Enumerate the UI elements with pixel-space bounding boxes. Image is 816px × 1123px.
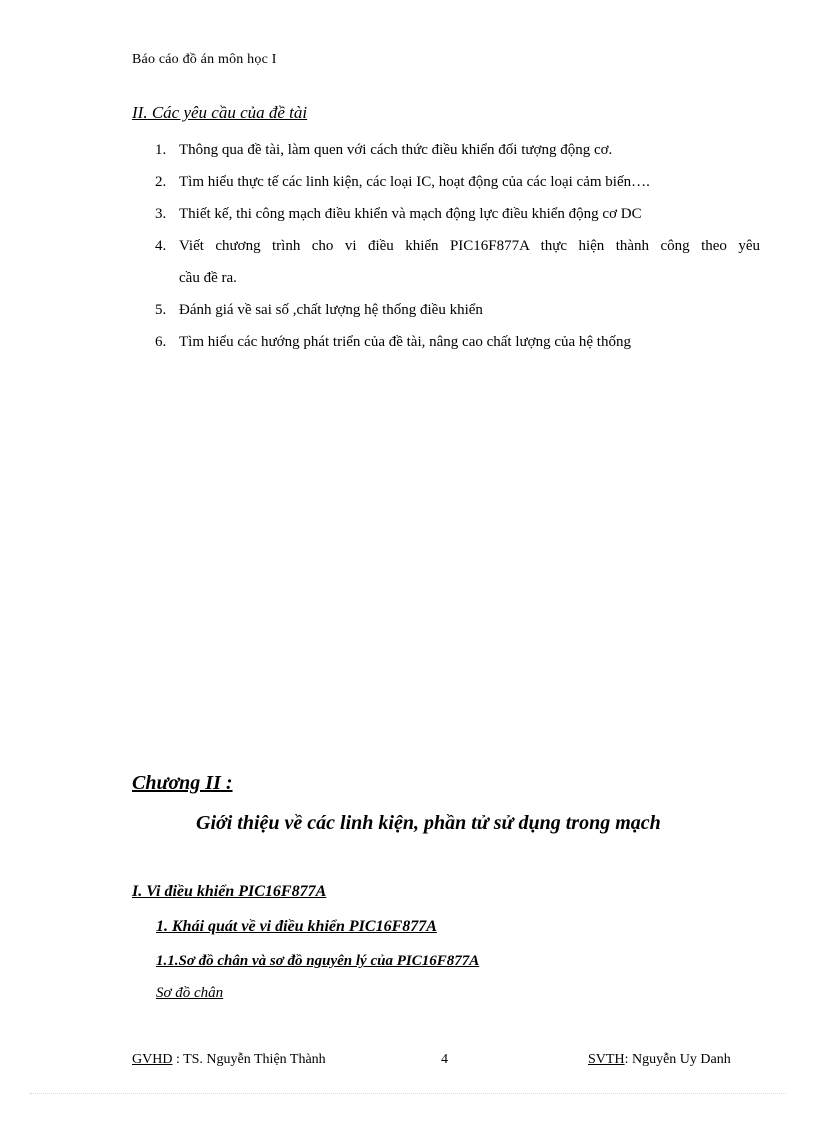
list-item-text: Thông qua đề tài, làm quen với cách thức điều khiển đối tượng động cơ.: [179, 142, 613, 158]
footer-gvhd-value: : TS. Nguyễn Thiện Thành: [172, 1052, 326, 1067]
list-item: [132, 294, 760, 326]
chapter-subtitle: Giới thiệu về các linh kiện, phần tử sử dụng trong mạch: [196, 812, 661, 834]
list-item-number: 1.: [155, 142, 167, 158]
list-item-text: Viết chương trình cho vi điều khiển PIC16F877A thực hiện thành công theo yêu: [179, 238, 760, 254]
page-border-divider: [30, 1093, 786, 1094]
heading-level-2: 1. Khái quát về vi điều khiển PIC16F877A: [156, 918, 437, 935]
list-item-text: Tìm hiểu thực tế các linh kiện, các loại IC, hoạt động của các loại cảm biến….: [179, 174, 650, 190]
requirements-list: [132, 134, 760, 358]
footer-svth-value: : Nguyễn Uy Danh: [624, 1052, 731, 1067]
list-item-text: Thiết kế, thi công mạch điều khiển và mạch động lực điều khiển động cơ DC: [179, 206, 642, 222]
list-item-text: Đánh giá về sai số ,chất lượng hệ thống điều khiển: [179, 302, 483, 318]
heading-level-4: Sơ đồ chân: [156, 985, 224, 1001]
list-item-number: 4.: [155, 238, 167, 254]
list-item-text-continued: cầu đề ra.: [179, 270, 237, 286]
footer-svth-label: SVTH: [588, 1052, 625, 1067]
list-item-number: 5.: [155, 302, 167, 318]
chapter-title: Chương II :: [132, 772, 233, 794]
list-item-text: Tìm hiểu các hướng phát triển của đề tài, nâng cao chất lượng của hệ thống: [179, 334, 631, 350]
list-item-number: 3.: [155, 206, 167, 222]
heading-level-1: I. Vi điều khiển PIC16F877A: [132, 883, 327, 900]
list-item: [132, 198, 760, 230]
list-item: [132, 134, 760, 166]
list-item-number: 2.: [155, 174, 167, 190]
page-number: 4: [441, 1052, 448, 1067]
footer-supervisor: [132, 1052, 326, 1068]
footer-gvhd-label: GVHD: [132, 1052, 173, 1067]
list-item-number: 6.: [155, 334, 167, 350]
footer-student: [588, 1052, 731, 1068]
section-title: II. Các yêu cầu của đề tài: [132, 103, 308, 122]
heading-level-3: 1.1.Sơ đồ chân và sơ đồ nguyên lý của PIC16F877A: [156, 953, 480, 969]
page-header: Báo cáo đồ án môn học I: [132, 52, 277, 67]
list-item: [132, 230, 760, 294]
list-item: [132, 166, 760, 198]
list-item: [132, 326, 760, 358]
